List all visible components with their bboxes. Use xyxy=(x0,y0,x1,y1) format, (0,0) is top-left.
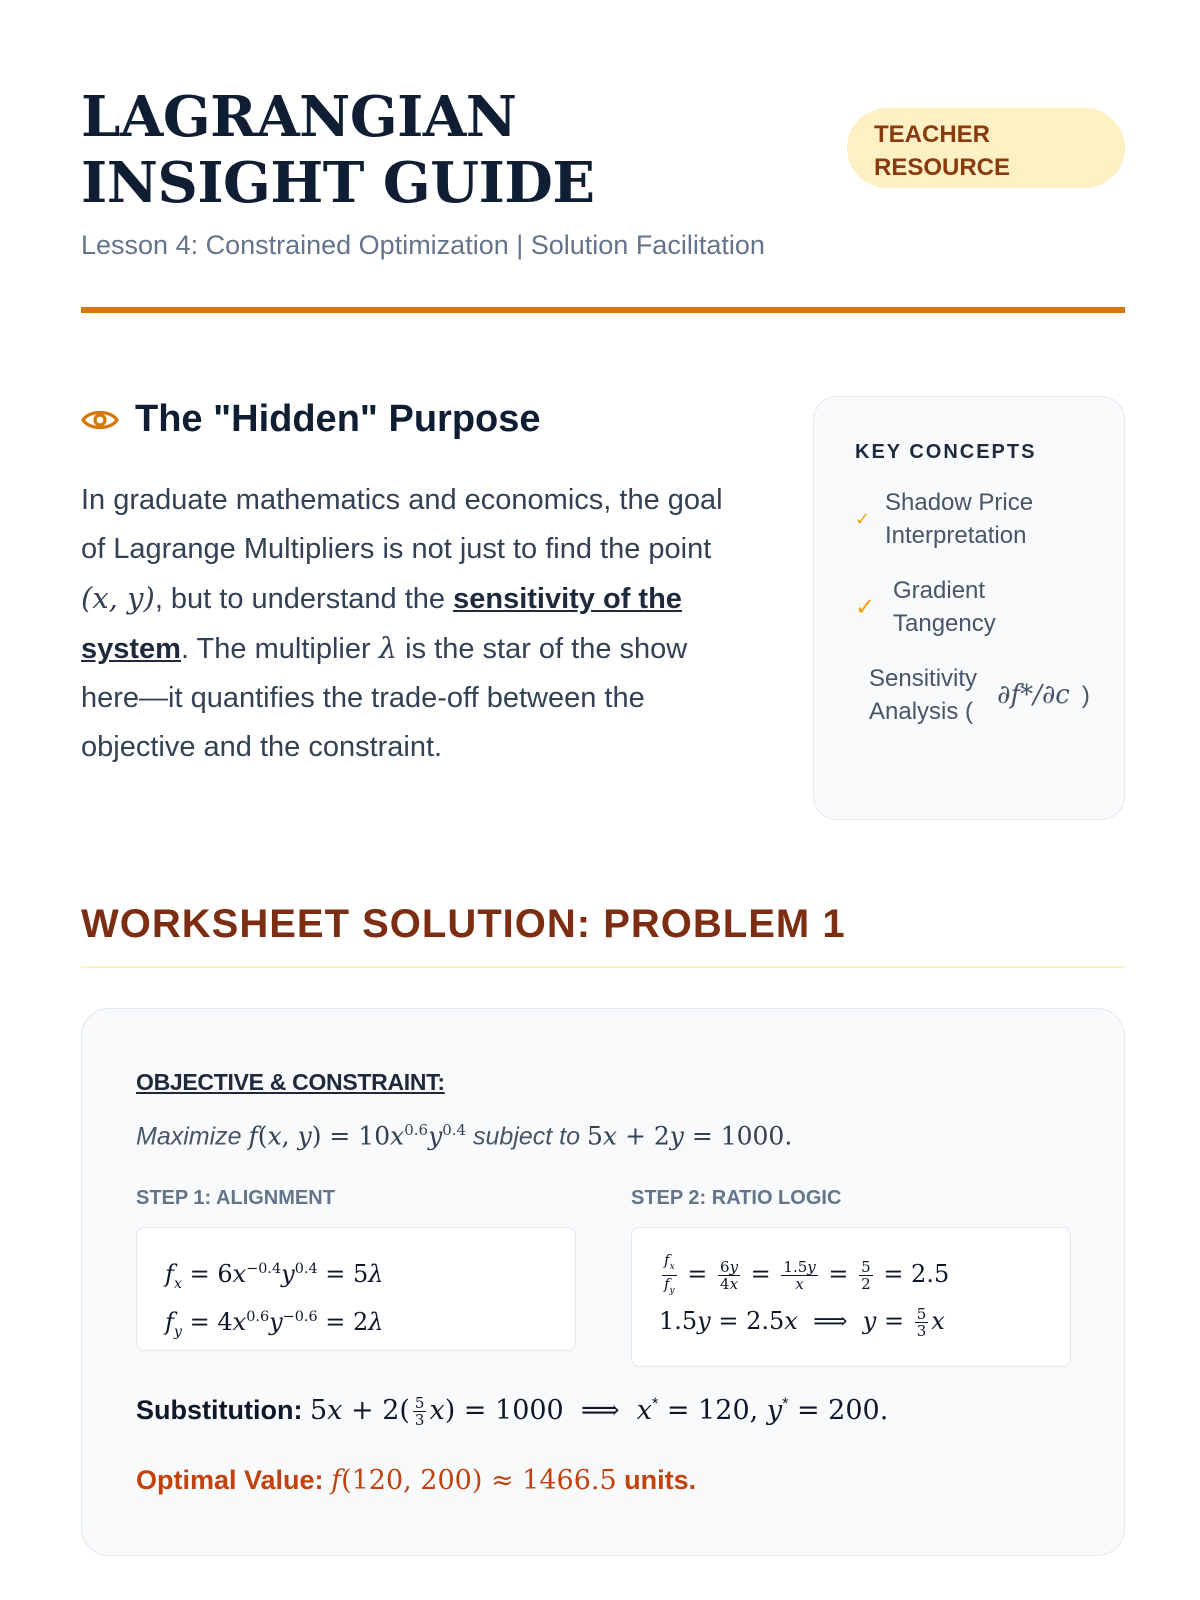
concept-item: Sensitivity Analysis ( ∂f*/∂c ) xyxy=(869,665,1090,725)
purpose-paragraph: In graduate mathematics and economics, the goal of Lagrange Multipliers is not just to find the point (x, y), but to understand the sensitivity of the system. The multiplier λ is the star of the show here—it quantifies the trade-off between the objective and the constraint. xyxy=(81,484,723,763)
teacher-resource-badge: TEACHER RESOURCE xyxy=(847,108,1125,188)
substitution-line: Substitution: 5x + 2( $\frac{5}{3}$ x) = 1000 ⟹ x* = 120, y* = 200. xyxy=(136,1394,889,1430)
step1-label: STEP 1: ALIGNMENT xyxy=(136,1187,335,1209)
concept-item: ✓ Shadow Price Interpretation xyxy=(855,489,1034,549)
key-concepts-panel xyxy=(813,396,1125,820)
purpose-heading: The "Hidden" Purpose xyxy=(135,398,541,440)
header-divider xyxy=(81,307,1125,313)
solution-card xyxy=(81,1008,1125,1556)
step2-box: $\frac{f_x}{f_y}$ = $\frac{6y}{4x}$ = $\frac{1.5y}{x}$ = $\frac{5}{2}$ = 2.5 1.5y = 2.5x ⟹ y = $\frac{5}{3}$ x xyxy=(631,1227,1071,1367)
concept-item: ✓ Gradient Tangency xyxy=(855,577,996,637)
check-icon: ✓ xyxy=(855,508,871,529)
purpose-heading-row xyxy=(81,398,541,441)
worksheet-heading: WORKSHEET SOLUTION: PROBLEM 1 xyxy=(81,902,846,946)
math-lambda: λ xyxy=(378,631,398,665)
objective-label: OBJECTIVE & CONSTRAINT: xyxy=(136,1069,445,1095)
check-icon: ✓ xyxy=(855,593,876,621)
key-concepts-heading: KEY CONCEPTS xyxy=(855,441,1037,463)
step2-label: STEP 2: RATIO LOGIC xyxy=(631,1187,842,1209)
math-point: (x, y) xyxy=(81,581,155,615)
sensitivity-emphasis: sensitivity of the system xyxy=(81,583,682,665)
page-title: LAGRANGIAN INSIGHT GUIDE xyxy=(81,84,595,216)
optimal-value-line: Optimal Value: f(120, 200) ≈ 1466.5 units. xyxy=(136,1465,697,1496)
lesson-subtitle: Lesson 4: Constrained Optimization | Solution Facilitation xyxy=(81,230,765,260)
eye-icon xyxy=(81,406,119,434)
step1-box: $f_x = 6x^{-0.4}y^{0.4} = 5\lambda$ $f_y = 4x^{0.6}y^{-0.6} = 2\lambda$ xyxy=(136,1227,576,1351)
header xyxy=(81,84,1125,216)
worksheet-divider xyxy=(81,966,1125,968)
objective-statement: Maximize f(x, $y) = 10x^{0.6}y^{0.4}$ subject to 5x + 2y = 1000. xyxy=(136,1121,793,1151)
